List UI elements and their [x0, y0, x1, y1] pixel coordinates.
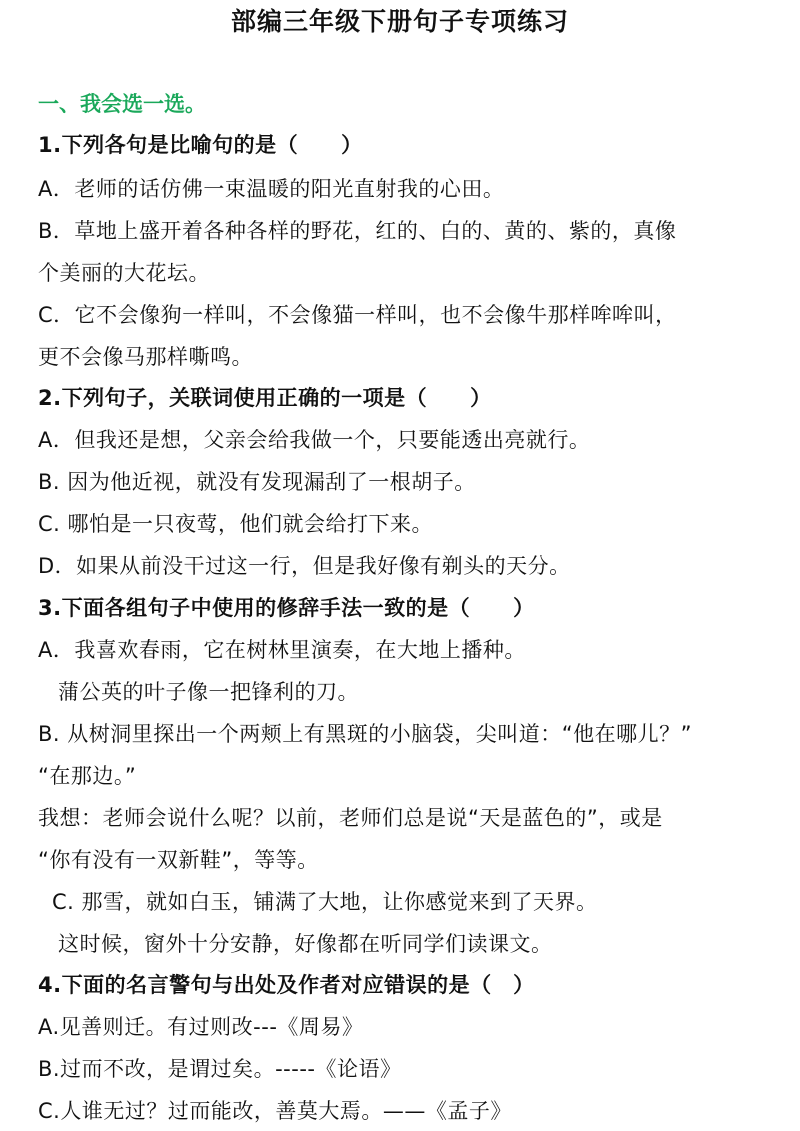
page-title: 部编三年级下册句子专项练习 [230, 7, 569, 36]
question-2-option-b: B. 因为他近视，就没有发现漏刮了一根胡子。 [38, 470, 476, 494]
question-3-option-c: C. 那雪，就如白玉，铺满了大地，让你感觉来到了天界。 [52, 890, 598, 914]
question-3-option-a: A．我喜欢春雨，它在树林里演奏，在大地上播种。 [38, 638, 526, 662]
question-4-option-c: C.人谁无过？过而能改，善莫大焉。——《孟子》 [38, 1099, 512, 1123]
section-heading: 一、我会选一选。 [38, 92, 206, 116]
question-3-option-b-sentence-2: 我想：老师会说什么呢？以前，老师们总是说“天是蓝色的”，或是 [38, 806, 663, 830]
question-2-option-d: D．如果从前没干过这一行，但是我好像有剃头的天分。 [38, 554, 571, 578]
question-4-option-a: A.见善则迁。有过则改---《周易》 [38, 1015, 364, 1039]
question-1-option-a: A．老师的话仿佛一束温暖的阳光直射我的心田。 [38, 177, 505, 201]
question-1-option-c: C．它不会像狗一样叫，不会像猫一样叫，也不会像牛那样哞哞叫， [38, 303, 677, 327]
question-3-option-a-sentence-2: 蒲公英的叶子像一把锋利的刀。 [58, 680, 359, 704]
question-3-stem: 3.下面各组句子中使用的修辞手法一致的是（ ） [38, 596, 535, 620]
question-3-option-c-sentence-2: 这时候，窗外十分安静，好像都在听同学们读课文。 [58, 932, 553, 956]
question-2-option-a: A．但我还是想，父亲会给我做一个，只要能透出亮就行。 [38, 428, 591, 452]
question-1-option-b-cont: 个美丽的大花坛。 [38, 261, 210, 285]
question-2-option-c: C. 哪怕是一只夜莺，他们就会给打下来。 [38, 512, 434, 536]
question-1-option-c-cont: 更不会像马那样嘶鸣。 [38, 345, 253, 369]
question-1-stem: 1.下列各句是比喻句的是（ ） [38, 133, 363, 157]
question-4-option-b: B.过而不改，是谓过矣。-----《论语》 [38, 1057, 402, 1081]
question-2-stem: 2.下列句子，关联词使用正确的一项是（ ） [38, 386, 492, 410]
question-4-stem: 4.下面的名言警句与出处及作者对应错误的是（ ） [38, 973, 535, 997]
question-3-option-b: B. 从树洞里探出一个两颊上有黑斑的小脑袋，尖叫道：“他在哪儿？” [38, 722, 693, 746]
question-1-option-b: B．草地上盛开着各种各样的野花，红的、白的、黄的、紫的，真像 [38, 219, 677, 243]
question-3-option-b-sentence-2-cont: “你有没有一双新鞋”，等等。 [38, 848, 319, 872]
question-3-option-b-cont: “在那边。” [38, 764, 137, 788]
